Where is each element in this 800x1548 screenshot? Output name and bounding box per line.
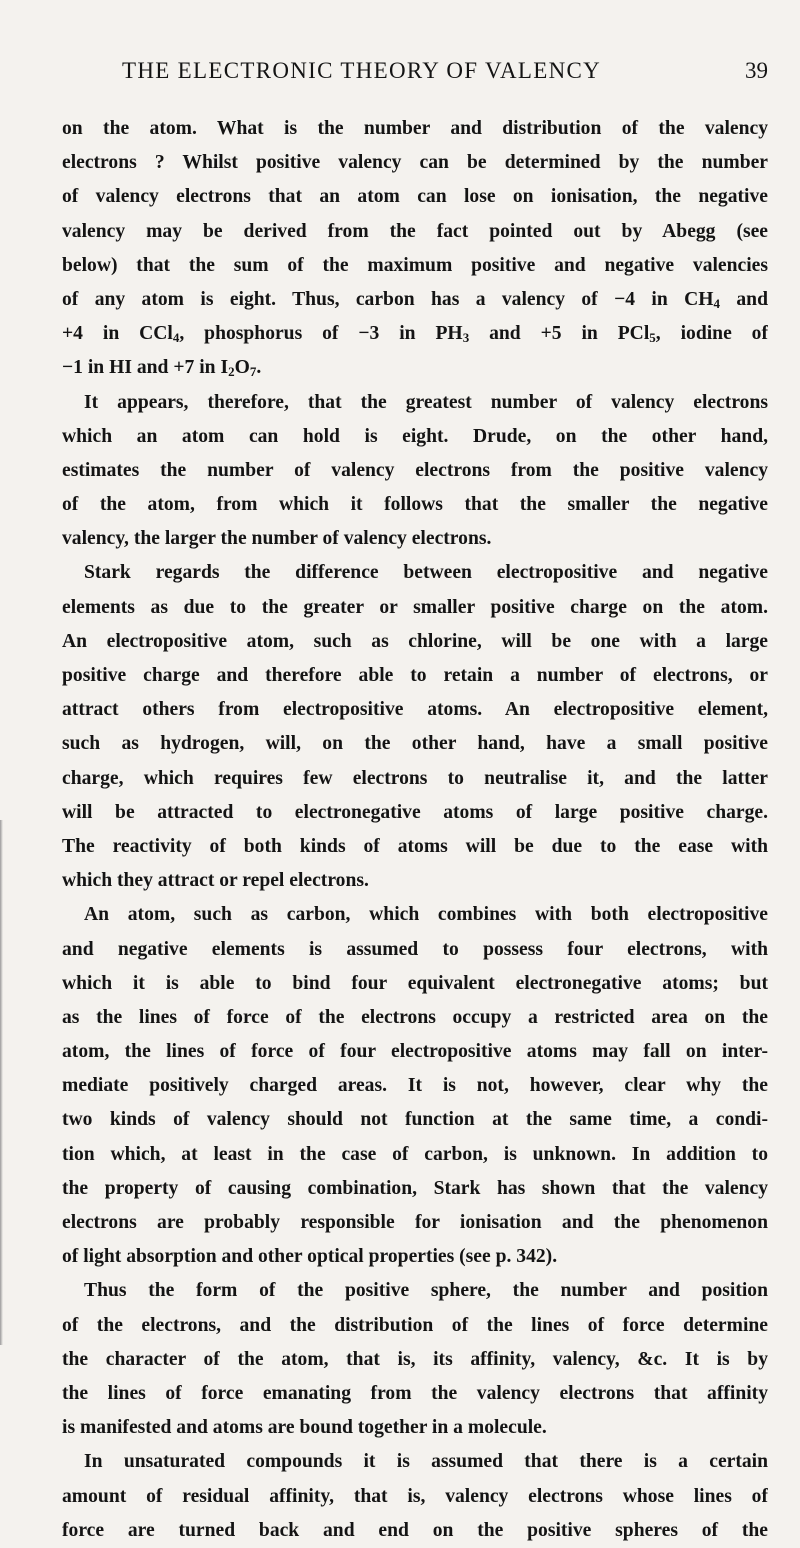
body-text: [62, 112, 768, 1548]
text-line: which they attract or repel electrons.: [62, 870, 369, 892]
text-line: and negative elements is assumed to possess four electrons, with: [62, 938, 768, 960]
text-line: will be attracted to electronegative atoms of large positive charge.: [62, 801, 768, 823]
text-line: the character of the atom, that is, its affinity, valency, &c. It is by: [62, 1348, 768, 1370]
text-line: electrons ? Whilst positive valency can be determined by the number: [62, 152, 768, 174]
text-line: tion which, at least in the case of carbon, is unknown. In addition to: [62, 1143, 768, 1165]
running-head: [62, 58, 768, 88]
text-line: An electropositive atom, such as chlorine, will be one with a large: [62, 630, 768, 652]
running-title: THE ELECTRONIC THEORY OF VALENCY: [122, 58, 602, 83]
text-line: elements as due to the greater or smaller positive charge on the atom.: [62, 596, 768, 618]
text-line: +4 in CCl$_4$, phosphorus of −3 in $PH_3$ and +5 in PCl$_5$, iodine of: [62, 323, 768, 346]
subscript: 2: [228, 364, 235, 380]
text-line: electrons are probably responsible for ionisation and the phenomenon: [62, 1212, 768, 1233]
text-line: An atom, such as carbon, which combines with both electropositive: [84, 904, 768, 926]
subscript: 7: [249, 364, 257, 380]
text-line: atom, the lines of force of four electropositive atoms may fall on inter-: [62, 1041, 768, 1063]
text-line: Thus the form of the positive sphere, the number and position: [84, 1280, 768, 1302]
text-line: of light absorption and other optical properties (see p. 342).: [62, 1246, 558, 1268]
text-line: of valency electrons that an atom can lose on ionisation, the negative: [62, 186, 768, 208]
text-line: mediate positively charged areas. It is not, however, clear why the: [62, 1075, 768, 1097]
text-line: which it is able to bind four equivalent electronegative atoms; but: [62, 972, 768, 994]
text-line: valency may be derived from the fact pointed out by Abegg (see: [62, 220, 768, 242]
text-line: valency, the larger the number of valency electrons.: [62, 528, 492, 550]
text-line: −1 in HI and +7 in $I_2O_7$.: [62, 357, 262, 380]
text-line: positive charge and therefore able to retain a number of electrons, or: [62, 665, 768, 686]
text-line: It appears, therefore, that the greatest number of valency electrons: [84, 391, 768, 413]
text-line: of the atom, from which it follows that the smaller the negative: [62, 494, 768, 516]
text-line: such as hydrogen, will, on the other hand, have a small positive: [62, 733, 768, 755]
text-line: on the atom. What is the number and distribution of the valency: [62, 118, 768, 139]
text-line: amount of residual affinity, that is, valency electrons whose lines of: [62, 1485, 768, 1507]
text-line: estimates the number of valency electrons from the positive valency: [62, 459, 768, 481]
subscript: 4: [713, 295, 721, 311]
text-line: two kinds of valency should not function at the same time, a condi-: [62, 1109, 768, 1131]
text-line: Stark regards the difference between electropositive and negative: [84, 562, 768, 584]
page-edge-shadow: [0, 820, 3, 1345]
text-line: the property of causing combination, Stark has shown that the valency: [62, 1177, 768, 1199]
subscript: 4: [172, 330, 180, 346]
text-line: of any atom is eight. Thus, carbon has a valency of −4 in $CH_4$ and: [62, 288, 768, 311]
text-line: The reactivity of both kinds of atoms will be due to the ease with: [62, 835, 768, 857]
text-line: of the electrons, and the distribution of the lines of force determine: [62, 1314, 768, 1336]
text-line: attract others from electropositive atoms. An electropositive element,: [62, 699, 768, 721]
text-line: is manifested and atoms are bound together in a molecule.: [62, 1417, 547, 1439]
text-line: which an atom can hold is eight. Drude, on the other hand,: [62, 425, 768, 447]
subscript: 3: [462, 330, 470, 346]
text-line: force are turned back and end on the positive spheres of the: [62, 1519, 768, 1541]
page-number: 39: [745, 58, 768, 83]
text-line: In unsaturated compounds it is assumed that there is a certain: [84, 1451, 768, 1473]
text-line: below) that the sum of the maximum positive and negative valencies: [62, 254, 768, 276]
text-line: as the lines of force of the electrons occupy a restricted area on the: [62, 1006, 768, 1028]
text-line: the lines of force emanating from the valency electrons that affinity: [62, 1382, 768, 1404]
subscript: 5: [649, 330, 656, 346]
text-line: charge, which requires few electrons to neutralise it, and the latter: [62, 767, 768, 789]
